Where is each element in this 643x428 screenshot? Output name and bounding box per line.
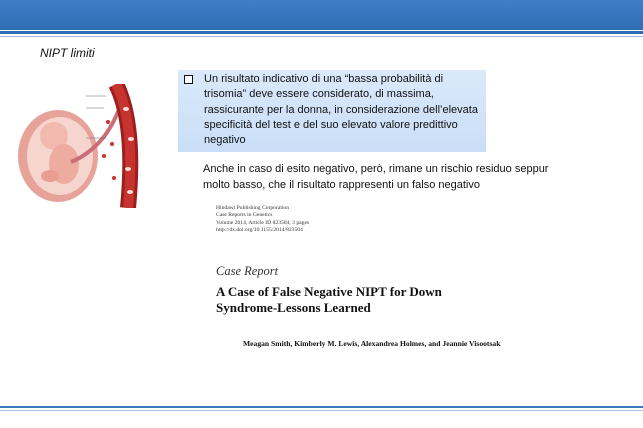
bullet-line: specificità del test e del suo elevato valore predittivo: [204, 118, 458, 131]
bullet-line: trisomia” deve essere considerato, di massima,: [204, 88, 434, 101]
bullet-line: negativo: [204, 134, 246, 147]
bullet-line: rassicurante per la donna, in considerazione dell’elevata: [204, 103, 478, 116]
header-bar: [0, 0, 643, 30]
paper-title-line: Syndrome-Lessons Learned: [216, 300, 371, 315]
doi: http://dx.doi.org/10.1155/2014/823504: [216, 226, 303, 233]
note-line: Anche in caso di esito negativo, però, rimane un rischio residuo seppur: [203, 163, 549, 175]
header-divider: [0, 31, 643, 34]
footer-divider: [0, 406, 643, 408]
journal: Case Reports in Genetics: [216, 212, 273, 219]
footer-divider-thin: [0, 410, 643, 411]
case-report-label: Case Report: [216, 264, 279, 278]
fetus-illustration: [16, 84, 144, 208]
volume: Volume 2014, Article ID 823504, 3 pages: [216, 219, 310, 226]
paper-authors: Meagan Smith, Kimberly M. Lewis, Alexandrea Holmes, and Jeannie Visootsak: [243, 339, 501, 348]
bullet-line: Un risultato indicativo di una “bassa probabilità di: [204, 73, 444, 85]
checkbox-bullet-icon: [184, 75, 193, 84]
paper-title-line: A Case of False Negative NIPT for Down: [216, 284, 442, 299]
publisher: Hindawi Publishing Corporation: [216, 205, 290, 211]
slide-title: NIPT limiti: [40, 46, 95, 60]
bullet-text: [204, 72, 486, 148]
header-divider-thin: [0, 36, 643, 37]
note-text: [203, 162, 583, 193]
publication-info: [216, 205, 309, 234]
paper-title: [216, 284, 486, 316]
note-line: molto basso, che il risultato rappresenti un falso negativo: [203, 178, 480, 191]
